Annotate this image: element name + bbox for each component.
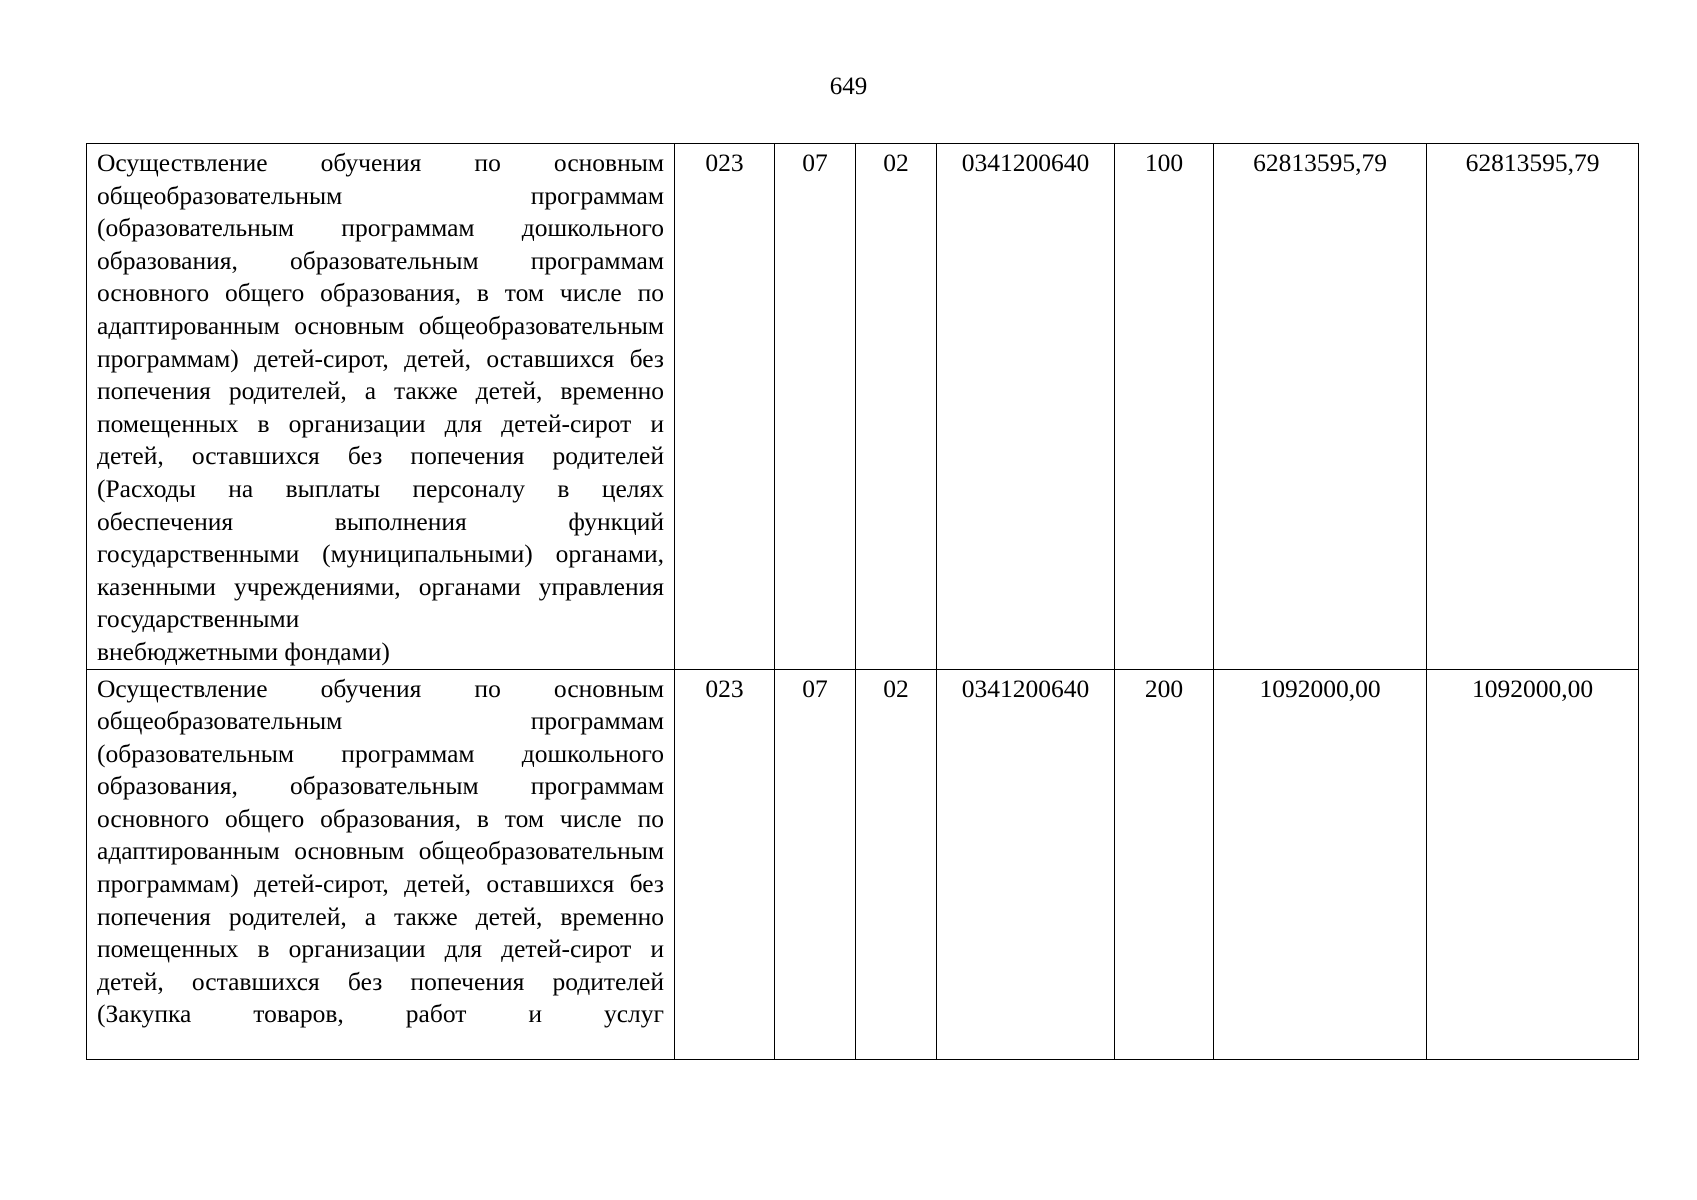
page-number: 649 (829, 73, 868, 100)
row-description-cell (87, 144, 675, 670)
subsection-code: 02 (856, 669, 937, 1059)
target-article-code: 0341200640 (937, 144, 1115, 670)
table-row (87, 144, 1639, 670)
row-description-last-line: внебюджетными фондами) (97, 636, 390, 666)
amount-2: 62813595,79 (1427, 144, 1639, 670)
ministry-code: 023 (675, 144, 775, 670)
budget-table (86, 143, 1639, 1060)
amount-1: 1092000,00 (1214, 669, 1427, 1059)
row-description: Осуществление обучения по основным общеобразовательным программам (образовательным программам дошкольного образования, образовательным программам основного общего образования, в том числе по адаптированным основным общеобразовательным программам) детей-сирот, детей, оставшихся без попечения родителей, а также детей, временно помещенных в организации для детей-сирот и детей, оставшихся без попечения родителей (Расходы на выплаты персоналу в целях обеспечения выполнения функций государственными (муниципальными) органами, казенными учреждениями, органами управления государственными (97, 148, 664, 634)
ministry-code: 023 (675, 669, 775, 1059)
row-description-cell (87, 669, 675, 1059)
section-code: 07 (775, 144, 856, 670)
amount-1: 62813595,79 (1214, 144, 1427, 670)
subsection-code: 02 (856, 144, 937, 670)
row-description: Осуществление обучения по основным общеобразовательным программам (образовательным программам дошкольного образования, образовательным программам основного общего образования, в том числе по адаптированным основным общеобразовательным программам) детей-сирот, детей, оставшихся без попечения родителей, а также детей, временно помещенных в организации для детей-сирот и детей, оставшихся без попечения родителей (Закупка товаров, работ и услуг (97, 673, 664, 1029)
expense-type-code: 100 (1115, 144, 1214, 670)
expense-type-code: 200 (1115, 669, 1214, 1059)
section-code: 07 (775, 669, 856, 1059)
table-row (87, 669, 1639, 1059)
target-article-code: 0341200640 (937, 669, 1115, 1059)
amount-2: 1092000,00 (1427, 669, 1639, 1059)
